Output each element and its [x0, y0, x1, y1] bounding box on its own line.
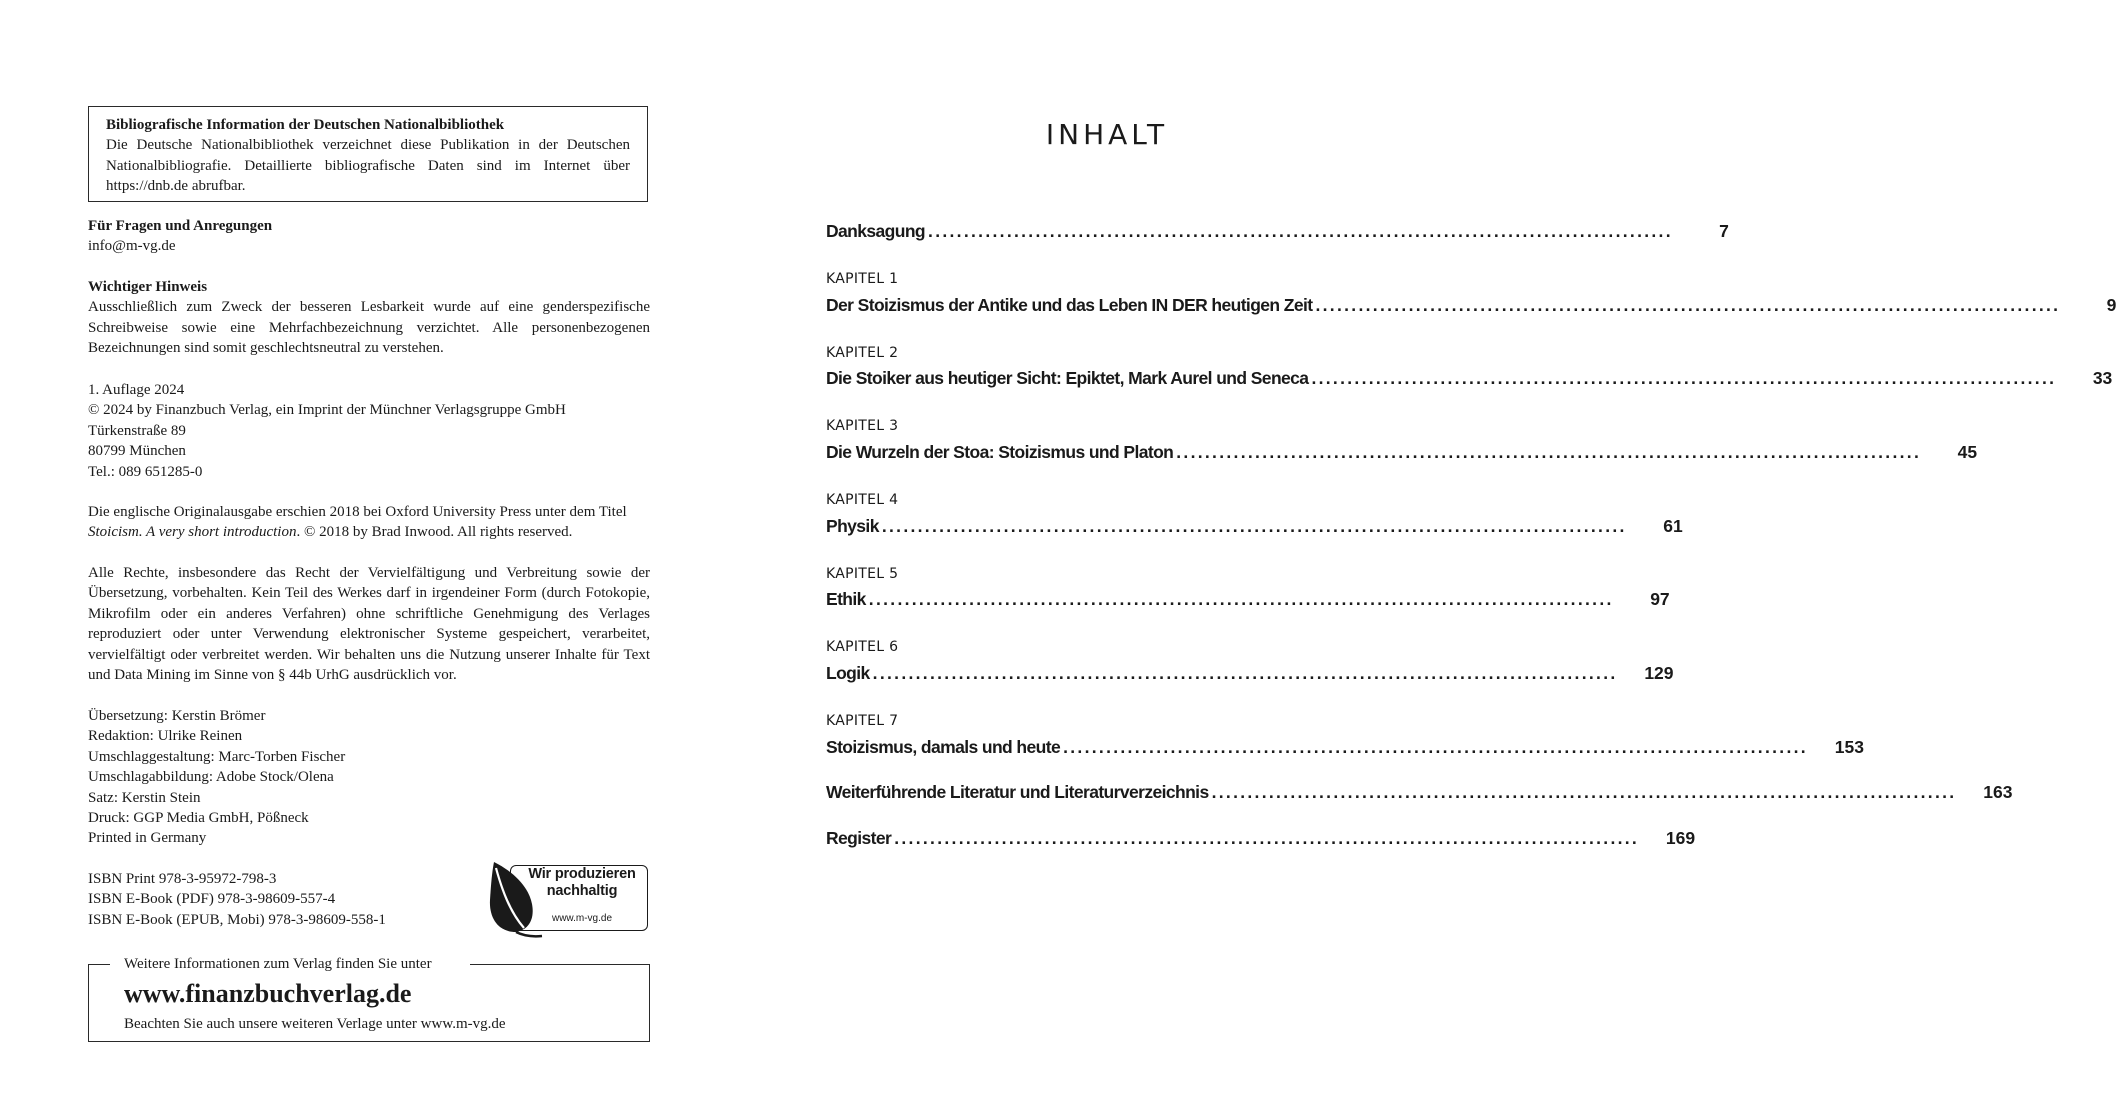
toc-entry-page: 163	[1983, 782, 2013, 802]
credit-line: Redaktion: Ulrike Reinen	[88, 728, 243, 745]
leader-dots: ........................................................................................................	[1063, 737, 1808, 757]
toc-entry-chapter-3[interactable]	[826, 442, 1978, 468]
toc-title: INHALT	[1045, 118, 1169, 151]
badge-line-1: Wir produzieren	[528, 866, 636, 882]
toc-entry-chapter-2[interactable]	[826, 368, 2113, 394]
leader-dots: ........................................................................................................	[1211, 782, 1957, 802]
imprint-line: Türkenstraße 89	[88, 422, 186, 439]
sustainability-badge	[488, 860, 650, 938]
toc-entry-page: 45	[1957, 442, 1978, 462]
chapter-label: KAPITEL 3	[826, 418, 899, 434]
toc-entry-title: Weiterführende Literatur und Literaturverzeichnis	[826, 782, 1209, 802]
leader-dots: ........................................................................................................	[894, 828, 1640, 848]
toc-entry-register[interactable]	[826, 828, 1696, 854]
badge-line-2: nachhaltig	[546, 883, 618, 899]
toc-entry-title: Logik	[826, 663, 870, 683]
badge-url: www.m-vg.de	[551, 913, 612, 924]
biblio-title: Bibliografische Information der Deutschen Nationalbibliothek	[106, 117, 505, 133]
publisher-note: Beachten Sie auch unsere weiteren Verlage unter www.m-vg.de	[124, 1016, 506, 1032]
credit-line: Druck: GGP Media GmbH, Pößneck	[88, 810, 309, 827]
imprint-line: 1. Auflage 2024	[88, 382, 185, 398]
isbn-line: ISBN E-Book (PDF) 978-3-98609-557-4	[88, 891, 336, 908]
leader-dots: ........................................................................................................	[1311, 368, 2057, 388]
frame-top-left	[88, 964, 110, 965]
contact-block	[88, 216, 650, 257]
original-edition-block	[88, 502, 650, 543]
toc-entry-page: 129	[1644, 663, 1674, 683]
publisher-caption: Weitere Informationen zum Verlag finden Sie unter	[124, 954, 432, 974]
original-title: Stoicism. A very short introduction	[88, 524, 297, 541]
imprint-block	[88, 380, 650, 482]
toc-entry-title: Stoizismus, damals und heute	[826, 737, 1061, 757]
rights-block	[88, 563, 650, 685]
isbn-line: ISBN E-Book (EPUB, Mobi) 978-3-98609-558-1	[88, 911, 386, 928]
toc-entry-title: Die Stoiker aus heutiger Sicht: Epiktet, Mark Aurel und Seneca	[826, 368, 1309, 388]
credit-line: Satz: Kerstin Stein	[88, 789, 201, 806]
toc-entry-title: Die Wurzeln der Stoa: Stoizismus und Platon	[826, 442, 1174, 462]
leader-dots: ........................................................................................................	[872, 663, 1618, 683]
toc-entry-chapter-6[interactable]	[826, 663, 1674, 689]
frame-top-right	[470, 964, 650, 965]
original-text-after: . © 2018 by Brad Inwood. All rights reserved.	[296, 524, 573, 541]
toc-entry-title: Danksagung	[826, 221, 926, 241]
toc-entry-page: 61	[1663, 516, 1683, 536]
rights-text: Alle Rechte, insbesondere das Recht der Vervielfältigung und Verbreitung sowie der Übersetzung, vorbehalten. Kein Teil des Werkes darf in irgendeiner Form (durch Fotokopie, Mikrofilm oder ein anderes Verfahren) ohne schriftliche Genehmigung des Verlages reproduziert oder unter Verwendung elektronischer Systeme gespeichert, verarbeitet, vervielfältigt oder verbreitet werden. Wir behalten uns die Nutzung unserer Inhalte für Text und Data Mining im Sinne von § 44b UrhG ausdrücklich vor.	[88, 565, 650, 684]
biblio-text: Die Deutsche Nationalbibliothek verzeichnet diese Publikation in der Deutschen Nationalbibliografie. Detaillierte bibliografische Daten sind im Internet über https://dnb.de abrufbar.	[106, 137, 630, 195]
toc-entry-chapter-4[interactable]	[826, 516, 1683, 542]
toc-entry-chapter-7[interactable]	[826, 737, 1864, 763]
badge-text	[522, 866, 642, 900]
toc-entry-danksagung[interactable]	[826, 221, 1729, 247]
toc-entry-literature[interactable]	[826, 782, 2013, 808]
toc-entry-page: 97	[1650, 589, 1670, 609]
credit-line: Übersetzung: Kerstin Brömer	[88, 708, 266, 724]
notice-title: Wichtiger Hinweis	[88, 279, 208, 295]
chapter-label: KAPITEL 6	[826, 639, 899, 655]
notice-text: Ausschließlich zum Zweck der besseren Lesbarkeit wurde auf eine genderspezifische Schreibweise sowie eine Mehrfachbezeichnung verzichtet. Alle personenbezogenen Bezeichnungen sind somit geschlechtsneutral zu verstehen.	[88, 299, 650, 357]
toc-entry-chapter-5[interactable]	[826, 589, 1670, 615]
imprint-line: 80799 München	[88, 443, 186, 460]
leader-dots: ........................................................................................................	[928, 221, 1673, 241]
credit-line: Umschlaggestaltung: Marc-Torben Fischer	[88, 748, 346, 765]
leader-dots: ........................................................................................................	[881, 516, 1627, 536]
toc-entry-title: Ethik	[826, 589, 866, 609]
toc-entry-page: 169	[1665, 828, 1696, 848]
publisher-url[interactable]: www.finanzbuchverlag.de	[124, 979, 412, 1008]
contact-email[interactable]: info@m-vg.de	[88, 238, 176, 255]
chapter-label: KAPITEL 2	[826, 345, 899, 361]
chapter-label: KAPITEL 4	[826, 492, 899, 508]
credit-line: Umschlagabbildung: Adobe Stock/Olena	[88, 769, 334, 786]
bibliographic-info-box	[88, 106, 648, 202]
notice-block	[88, 277, 650, 359]
toc-entry-page: 9	[2106, 295, 2116, 315]
original-text-before: Die englische Originalausgabe erschien 2018 bei Oxford University Press unter dem Titel	[88, 504, 627, 520]
contact-title: Für Fragen und Anregungen	[88, 218, 273, 234]
chapter-label: KAPITEL 1	[826, 271, 899, 287]
toc-entry-page: 7	[1719, 221, 1729, 241]
toc-entry-page: 153	[1834, 737, 1864, 757]
chapter-label: KAPITEL 5	[826, 566, 899, 582]
toc-entry-title: Physik	[826, 516, 879, 536]
chapter-label: KAPITEL 7	[826, 713, 899, 729]
credit-line: Printed in Germany	[88, 830, 207, 847]
leader-dots: ........................................................................................................	[1315, 295, 2061, 315]
leader-dots: ........................................................................................................	[1176, 442, 1922, 462]
toc-entry-chapter-1[interactable]	[826, 295, 2116, 321]
isbn-line: ISBN Print 978-3-95972-798-3	[88, 871, 277, 887]
credits-block	[88, 706, 650, 849]
imprint-line: © 2024 by Finanzbuch Verlag, ein Imprint der Münchner Verlagsgruppe GmbH	[88, 402, 566, 419]
toc-entry-page: 33	[2092, 368, 2113, 388]
toc-entry-title: Register	[826, 828, 892, 848]
toc-entry-title: Der Stoizismus der Antike und das Leben IN DER heutigen Zeit	[826, 295, 1313, 315]
publisher-info-box	[88, 956, 650, 1042]
imprint-line: Tel.: 089 651285-0	[88, 463, 203, 480]
leader-dots: ........................................................................................................	[868, 589, 1614, 609]
